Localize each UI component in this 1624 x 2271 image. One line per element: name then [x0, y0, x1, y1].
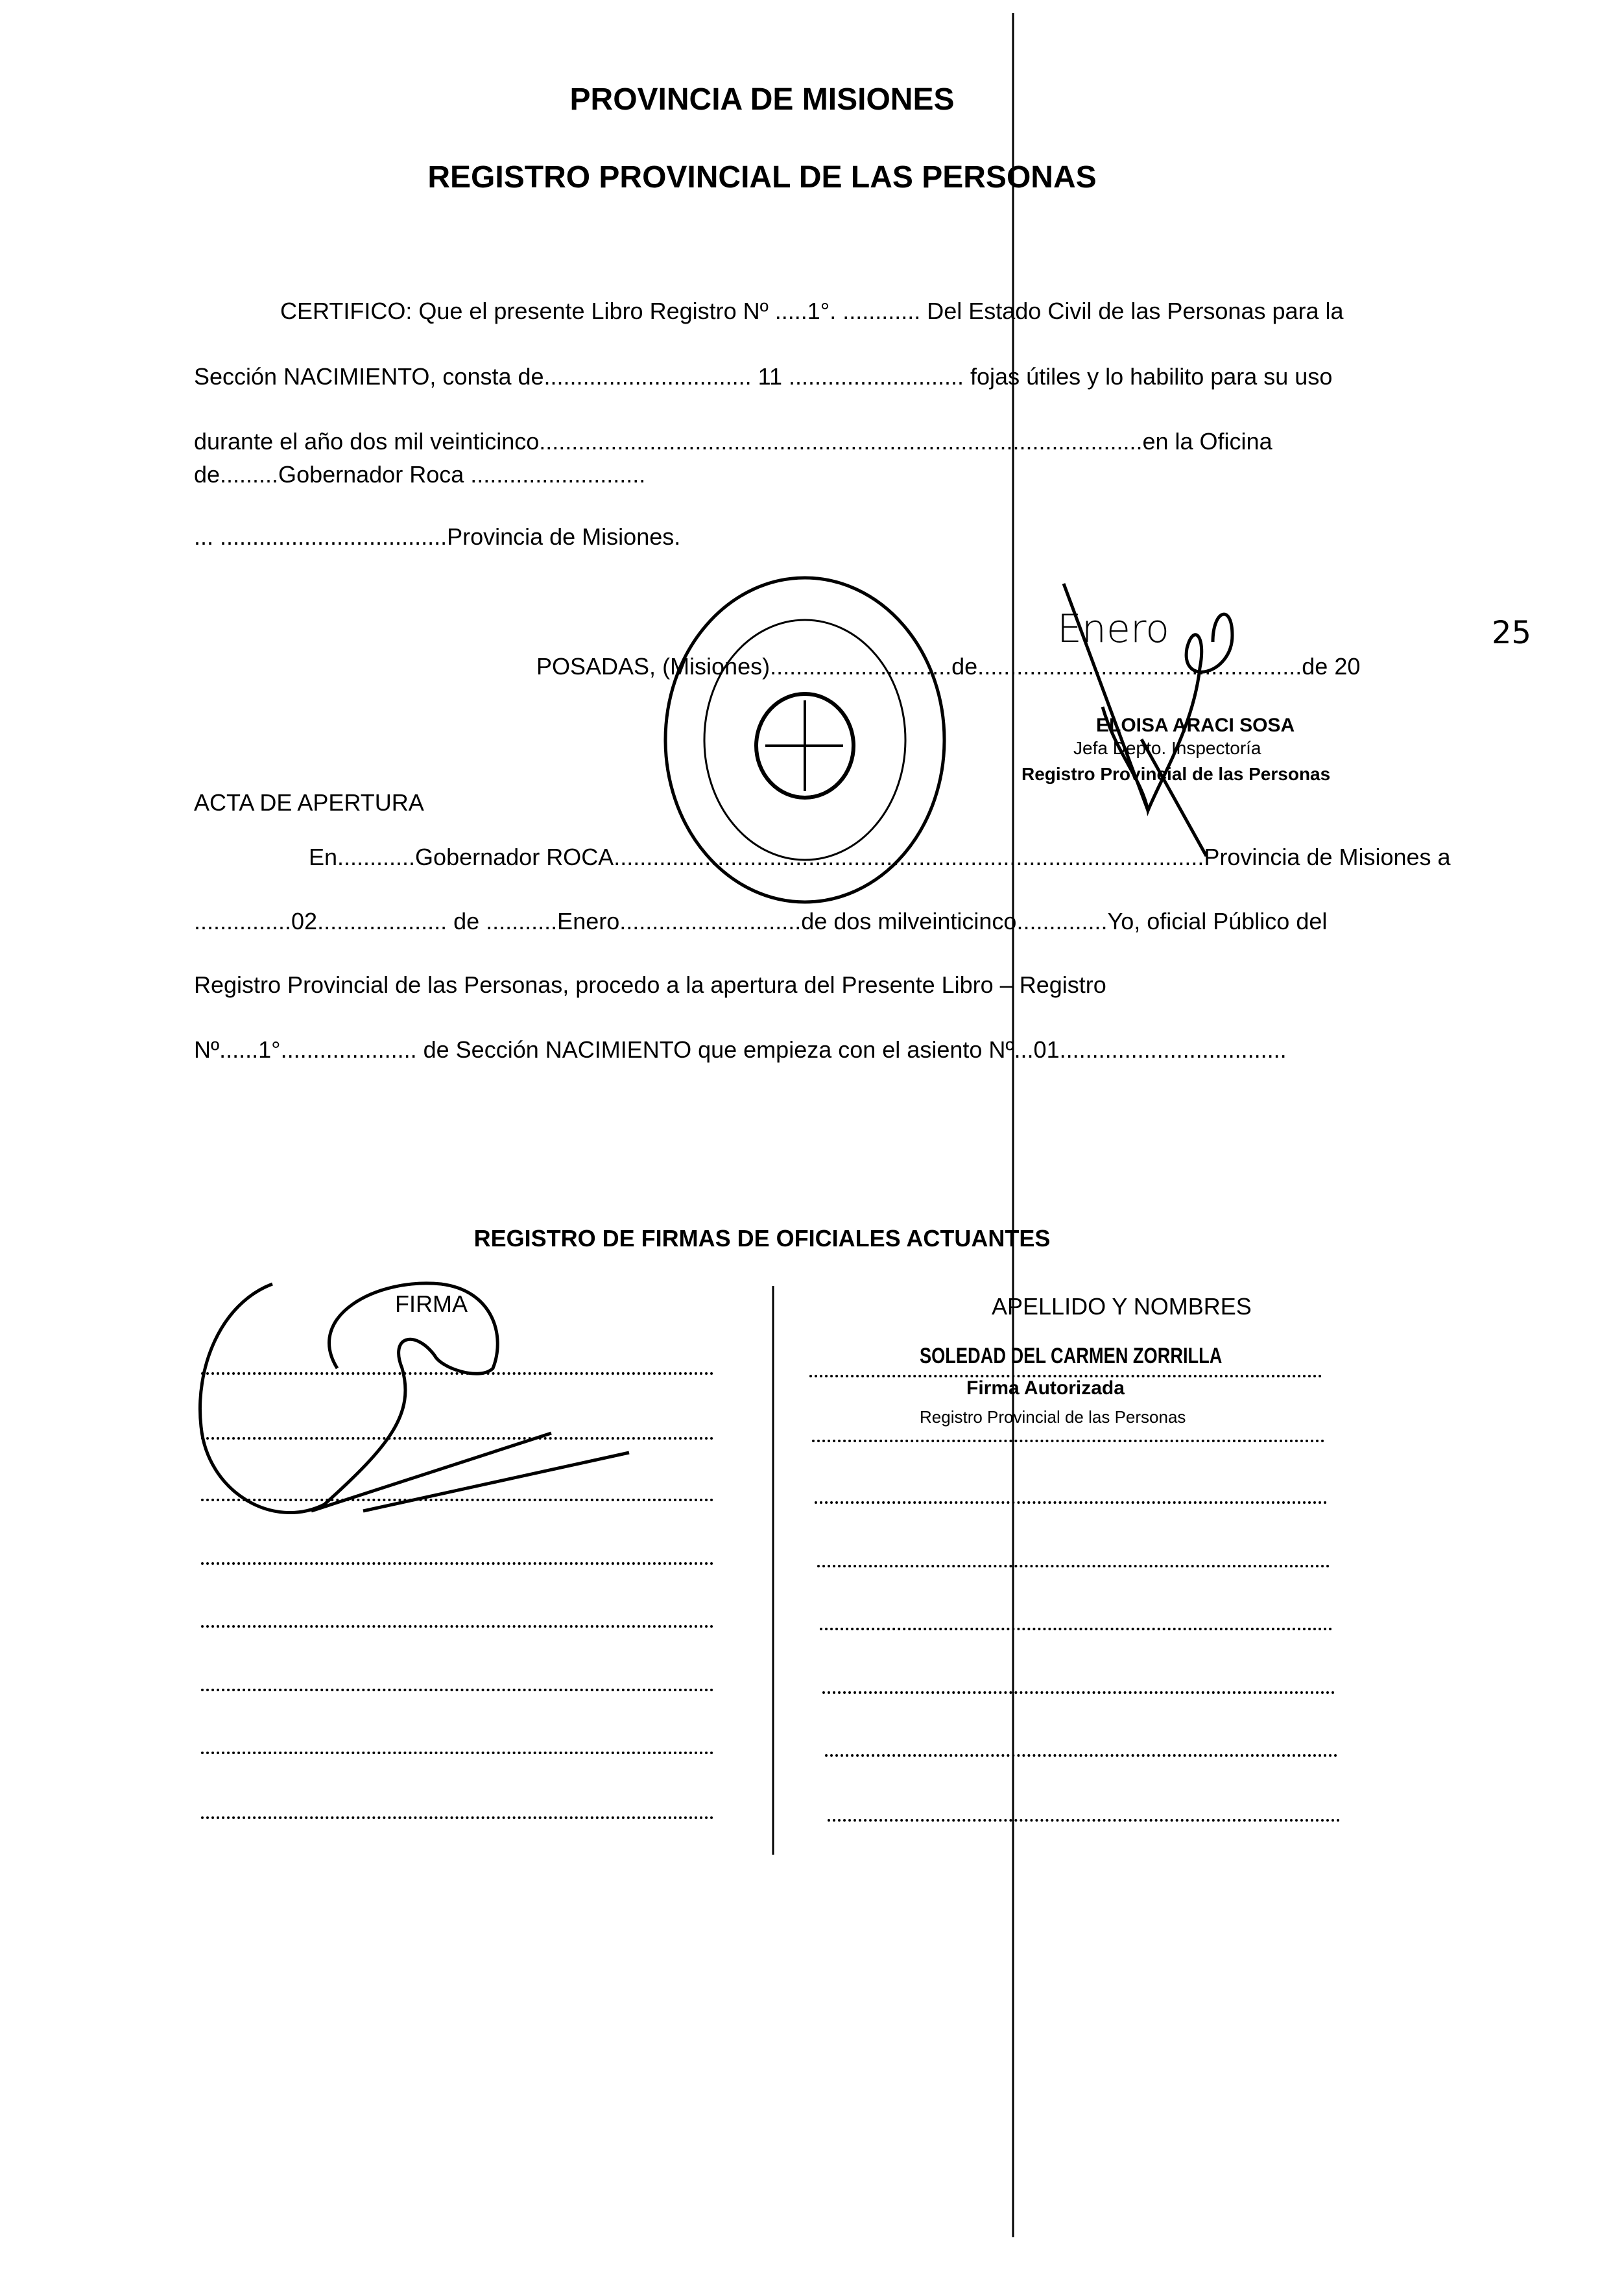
eloisa-signature [1064, 584, 1232, 856]
signatory-name: ELOISA ARACI SOSA [1096, 715, 1295, 736]
official-name: SOLEDAD DEL CARMEN ZORRILLA [920, 1344, 1223, 1368]
handwritten-year: 25 [1492, 615, 1532, 651]
opening-line-1: En............Gobernador ROCA...........................................................................................Provincia de Misiones a [309, 844, 1451, 870]
opening-line-2: ...............02.................... de ...........Enero............................de dos milveinticinco..............Yo, oficial Público del [194, 908, 1328, 934]
opening-line-3: Registro Provincial de las Personas, procedo a la apertura del Presente Libro – Registro [194, 971, 1106, 998]
signatures-heading: REGISTRO DE FIRMAS DE OFICIALES ACTUANTES [473, 1225, 1051, 1252]
official-title: Firma Autorizada [966, 1377, 1125, 1399]
certificate-line-2: Sección NACIMIENTO, consta de................................ 11 ........................... fojas útiles y lo habilito para su uso [194, 363, 1333, 390]
signatory-position: Jefa Depto. Inspectoría [1073, 738, 1261, 758]
certificate-line-5: ... ...................................Provincia de Misiones. [194, 523, 681, 550]
opening-heading: ACTA DE APERTURA [194, 789, 424, 816]
handwritten-month: Enero [1057, 606, 1169, 652]
official-stamp [665, 578, 944, 902]
signatory-office: Registro Provincial de las Personas [1021, 764, 1331, 784]
province-title: PROVINCIA DE MISIONES [569, 82, 955, 117]
certificate-line-4: de.........Gobernador Roca ........................... [194, 461, 646, 488]
firma-column-label: FIRMA [395, 1290, 468, 1317]
registry-title: REGISTRO PROVINCIAL DE LAS PERSONAS [427, 160, 1097, 195]
firma-signature [200, 1283, 629, 1513]
official-office: Registro Provincial de las Personas [920, 1407, 1186, 1427]
names-column-label: APELLIDO Y NOMBRES [992, 1293, 1252, 1320]
certificate-line-3: durante el año dos mil veinticinco.............................................................................................en la Oficina [194, 428, 1272, 455]
certificate-line-1: CERTIFICO: Que el presente Libro Registro Nº .....1°. ............ Del Estado Civil de las Personas para la [280, 298, 1344, 324]
date-line: POSADAS, (Misiones)............................de..................................................de 20 [536, 653, 1361, 680]
opening-line-4: Nº......1°..................... de Sección NACIMIENTO que empieza con el asiento Nº...01................................... [194, 1036, 1287, 1063]
